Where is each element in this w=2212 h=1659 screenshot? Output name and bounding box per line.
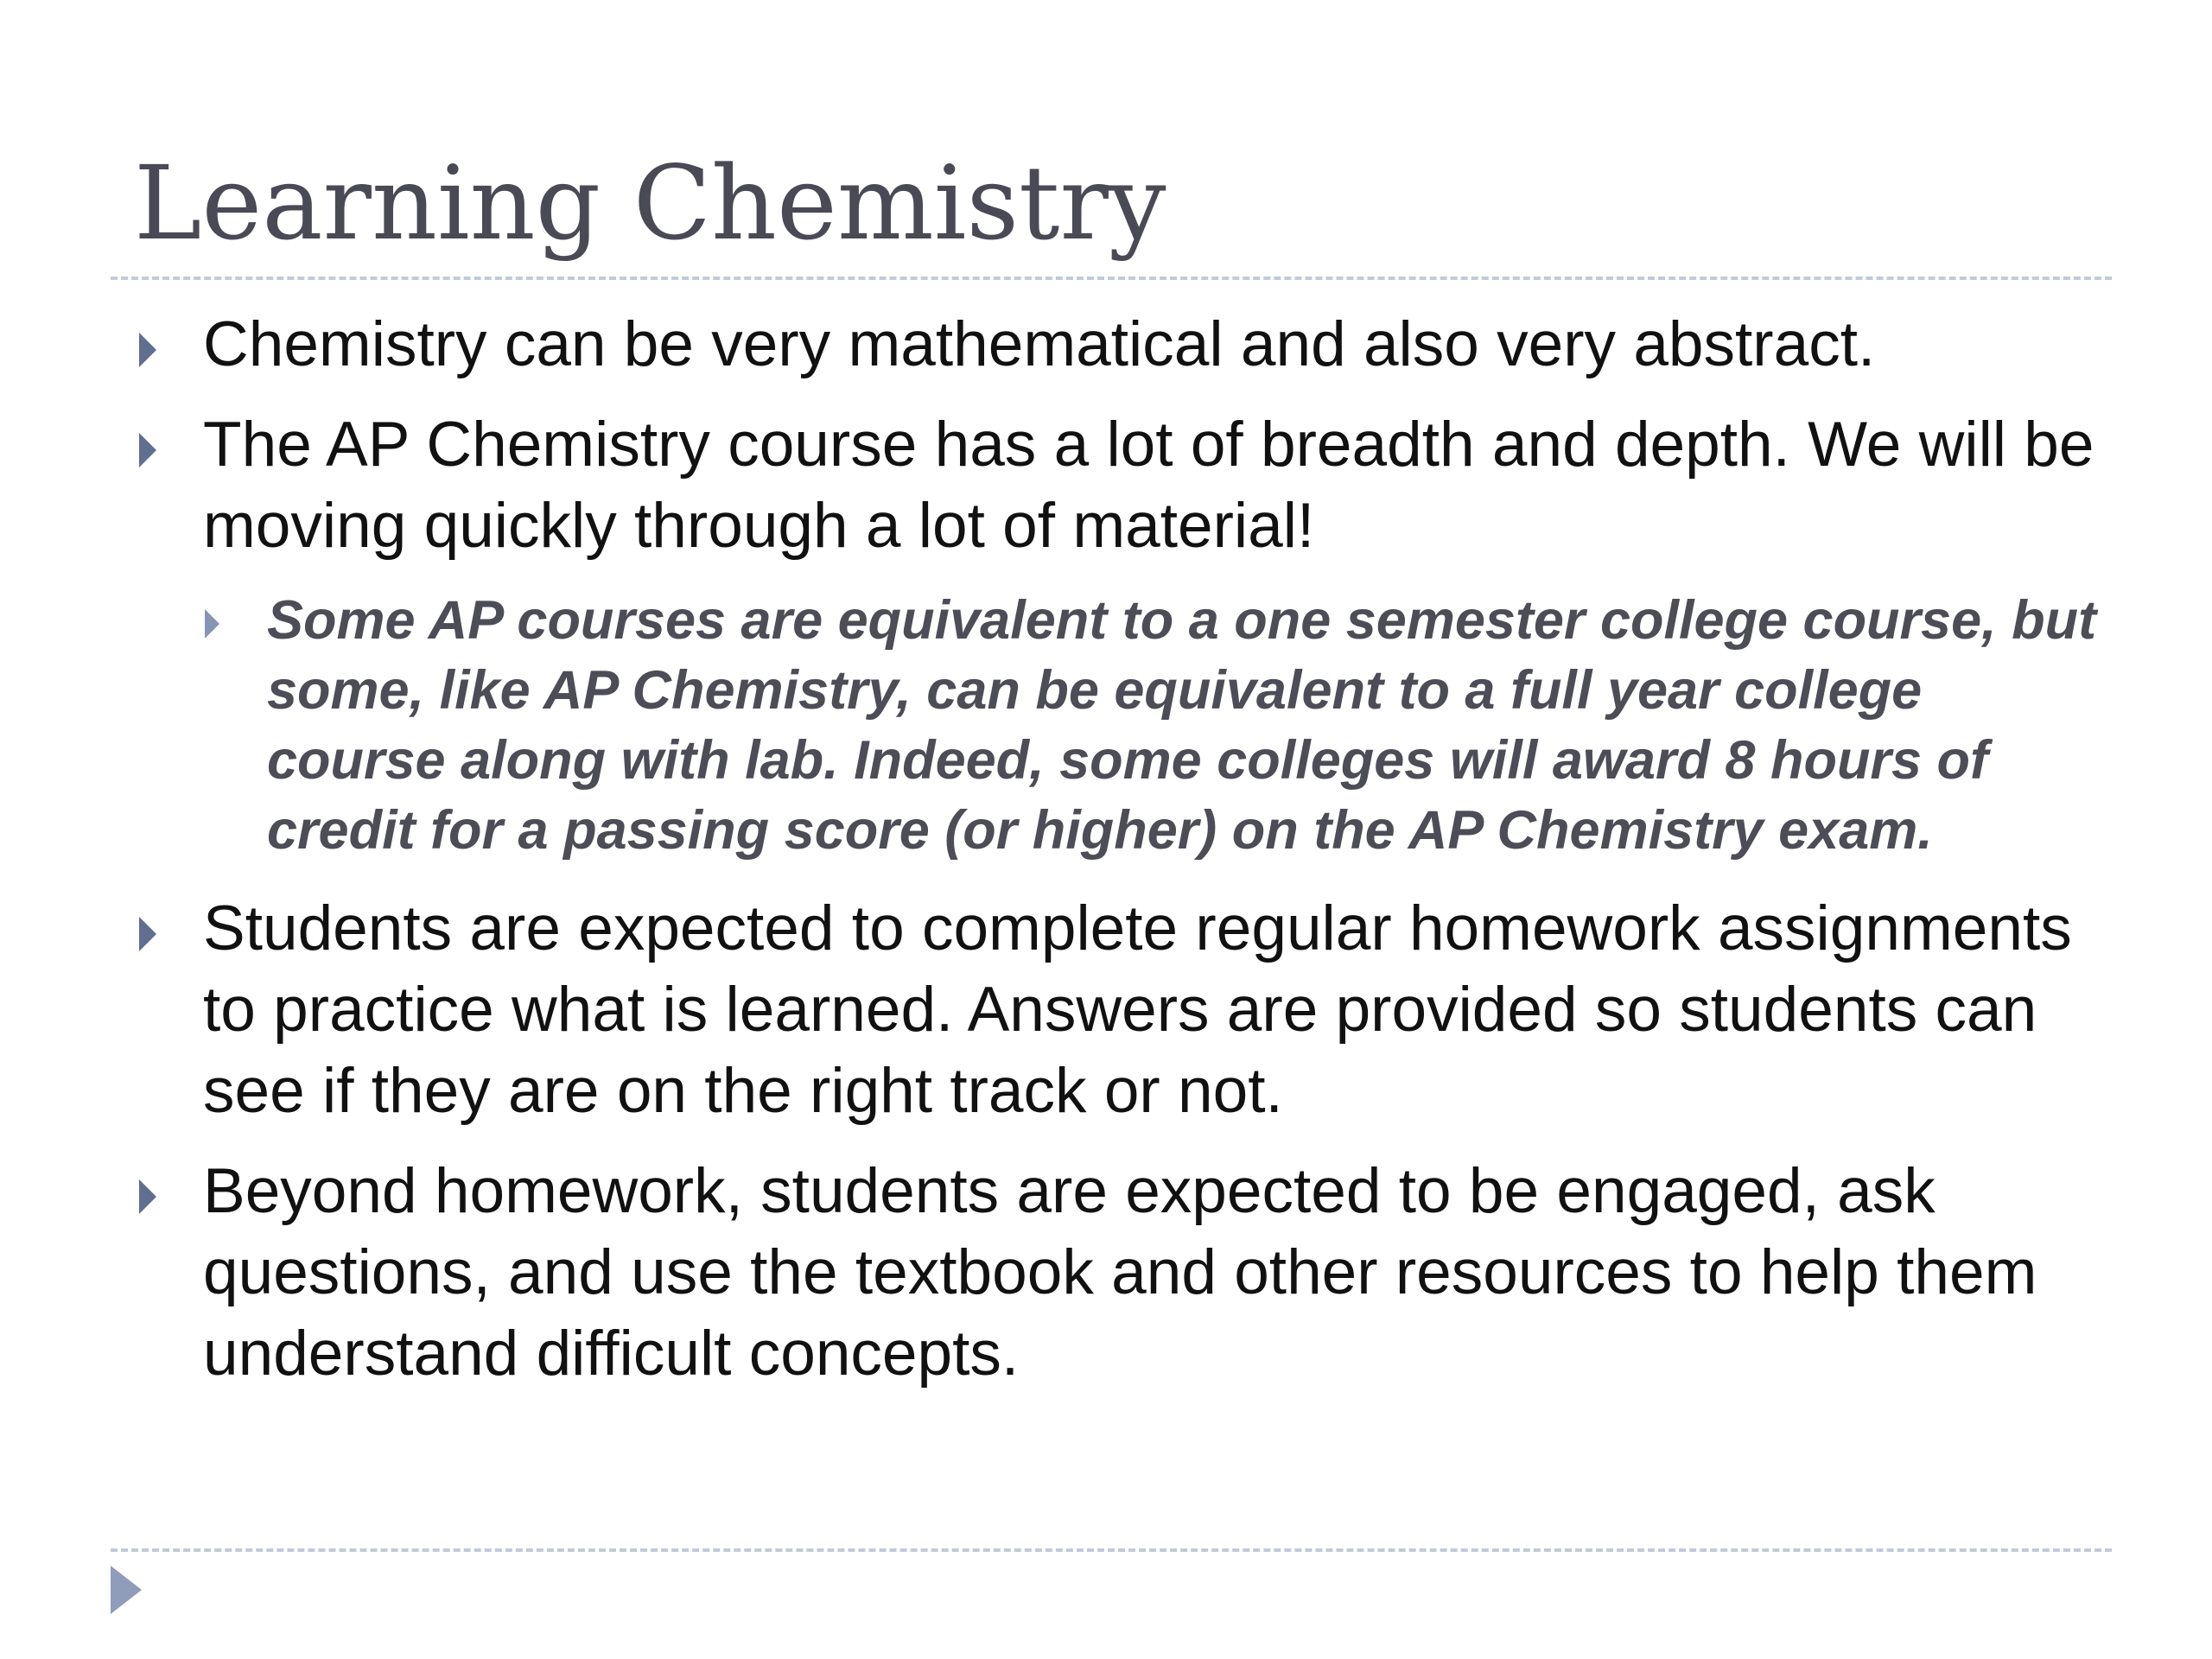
triangle-right-icon xyxy=(139,917,156,951)
sub-bullet-item xyxy=(203,586,2104,866)
bullet-item xyxy=(134,888,2104,1132)
triangle-right-icon xyxy=(111,1566,142,1614)
bullet-text: Students are expected to complete regular homework assignments to practice what is learned. Answers are provided so students can see if they are on the right track or not. xyxy=(203,893,2072,1126)
triangle-right-icon xyxy=(205,609,219,639)
triangle-right-icon xyxy=(139,333,156,367)
bullet-text: Beyond homework, students are expected to be engaged, ask questions, and use the textbook and other resources to help them understand difficult concepts. xyxy=(203,1156,2037,1389)
bullet-list xyxy=(134,304,2104,1414)
bullet-item xyxy=(134,1151,2104,1395)
title-divider xyxy=(111,276,2112,280)
footer-divider xyxy=(111,1548,2112,1552)
bullet-text: Chemistry can be very mathematical and also very abstract. xyxy=(203,309,1876,379)
slide-title: Learning Chemistry xyxy=(134,143,1166,263)
bullet-text: The AP Chemistry course has a lot of breadth and depth. We will be moving quickly through a lot of material! xyxy=(203,410,2094,561)
bullet-item xyxy=(134,304,2104,385)
triangle-right-icon xyxy=(139,433,156,467)
sub-bullet-text: Some AP courses are equivalent to a one semester college course, but some, like AP Chemistry, can be equivalent to a full year college course along with lab. Indeed, some colleges will award 8 hours of credit for a passing score (or higher) on the AP Chemistry exam. xyxy=(267,590,2097,861)
bullet-item xyxy=(134,404,2104,567)
triangle-right-icon xyxy=(139,1179,156,1214)
